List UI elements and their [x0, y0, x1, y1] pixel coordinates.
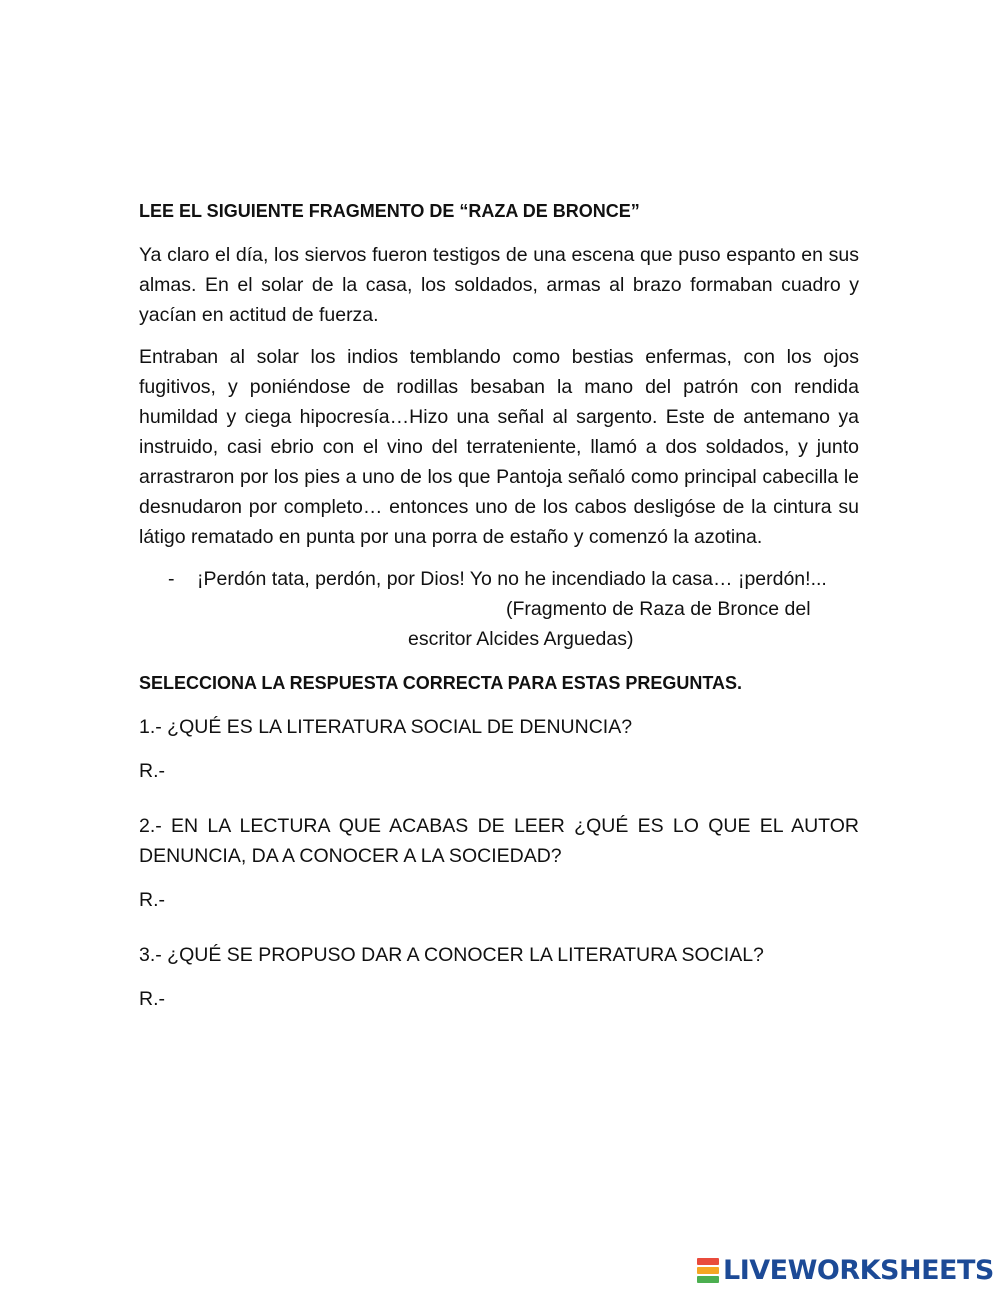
answer-1[interactable]: R.-: [139, 760, 165, 782]
quote-text: ¡Perdón tata, perdón, por Dios! Yo no he incendiado la casa… ¡perdón!...: [197, 568, 827, 590]
citation-line-1: (Fragmento de Raza de Bronce del: [506, 598, 811, 620]
question-1: 1.- ¿QUÉ ES LA LITERATURA SOCIAL DE DENUNCIA?: [139, 716, 633, 738]
answer-2[interactable]: R.-: [139, 889, 165, 911]
logo-block: [697, 1258, 719, 1265]
document-heading: LEE EL SIGUIENTE FRAGMENTO DE “RAZA DE BRONCE”: [139, 201, 640, 221]
instructions-heading: SELECCIONA LA RESPUESTA CORRECTA PARA ESTAS PREGUNTAS.: [139, 673, 743, 693]
question-3: 3.- ¿QUÉ SE PROPUSO DAR A CONOCER LA LITERATURA SOCIAL?: [139, 944, 764, 966]
question-2: 2.- EN LA LECTURA QUE ACABAS DE LEER ¿QUÉ ES LO QUE EL AUTOR DENUNCIA, DA A CONOCER A LA SOCIEDAD?: [139, 815, 859, 867]
logo-text: LIVEWORKSHEETS: [723, 1254, 994, 1286]
quote-dash: -: [168, 568, 175, 590]
liveworksheets-logo: [697, 1255, 994, 1285]
answer-3[interactable]: R.-: [139, 988, 165, 1010]
logo-block: [697, 1276, 719, 1283]
fragment-paragraph-2: Entraban al solar los indios temblando como bestias enfermas, con los ojos fugitivos, y poniéndose de rodillas besaban la mano del patrón con rendida humildad y ciega hipocresía…Hizo una señal al sargento. Este de antemano ya instruido, casi ebrio con el vino del terrateniente, llamó a dos soldados, y junto arrastraron por los pies a uno de los que Pantoja señaló como principal cabecilla le desnudaron por completo… entonces uno de los cabos desligóse de la cintura su látigo rematado en punta por una porra de estaño y comenzó la azotina.: [139, 346, 859, 548]
quote-line: [139, 564, 859, 594]
logo-blocks-icon: [697, 1258, 719, 1283]
fragment-paragraph-1: Ya claro el día, los siervos fueron testigos de una escena que puso espanto en sus almas. En el solar de la casa, los soldados, armas al brazo formaban cuadro y yacían en actitud de fuerza.: [139, 244, 859, 326]
document-page: [139, 196, 859, 1039]
logo-block: [697, 1267, 719, 1274]
citation-line-2: escritor Alcides Arguedas): [408, 628, 634, 650]
